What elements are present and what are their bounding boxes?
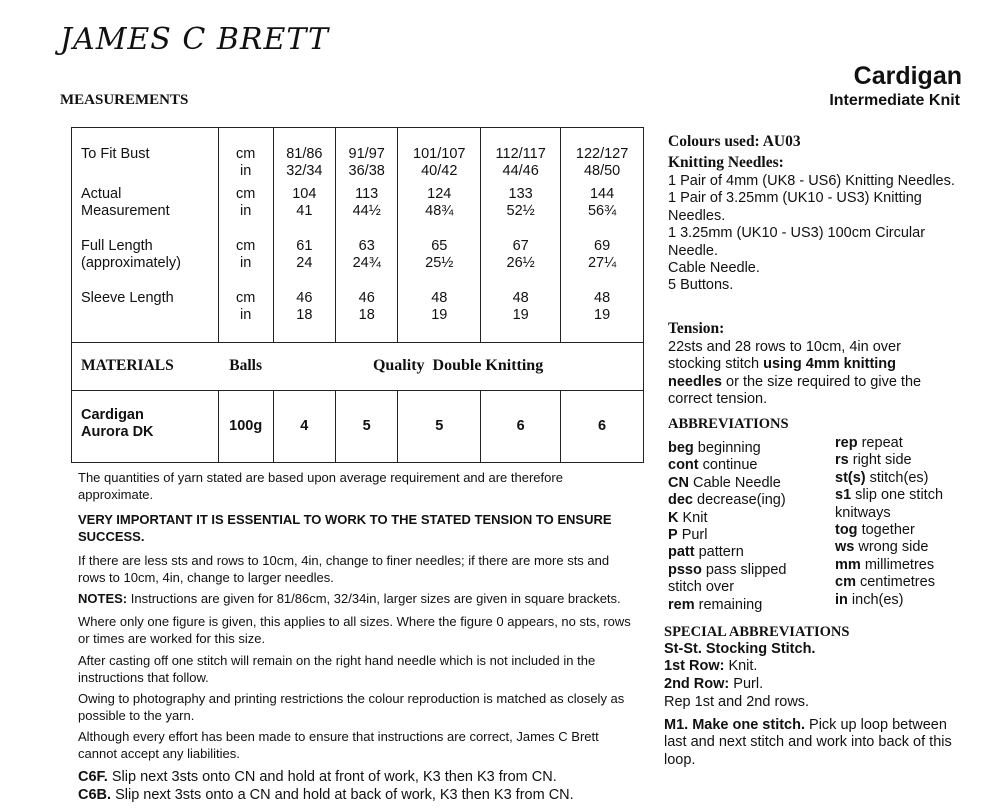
- row2-text: Purl.: [729, 676, 764, 692]
- measurement-row: [72, 128, 644, 183]
- abbreviation-key: mm: [835, 556, 861, 573]
- cell-line-1: 61: [296, 238, 313, 254]
- size-value-cell: [481, 182, 561, 234]
- cell-line-1: 104: [292, 186, 317, 202]
- note-casting-off: After casting off one stitch will remain on the right hand needle which is not included in the instructions that follow.: [78, 653, 596, 685]
- cell-line-1: 46: [358, 290, 375, 306]
- cell-line-1: Actual: [81, 186, 122, 202]
- tension-text-a: 22sts and 28 rows to 10cm, 4in over stocking stitch: [668, 339, 901, 373]
- abbreviation-key: K: [668, 509, 679, 526]
- cell-line-1: 144: [589, 186, 615, 202]
- yarn-line-1: Cardigan: [81, 406, 144, 423]
- note-one-figure: Where only one figure is given, this applies to all sizes. Where the figure 0 appears, no sts, rows or times are worked for this size.: [78, 614, 631, 646]
- row1-text: Knit.: [724, 658, 758, 674]
- unit-cell: [218, 286, 273, 342]
- cell-line-2: 48/50: [583, 163, 621, 179]
- page-subtitle: Intermediate Knit: [829, 92, 960, 109]
- cell-line-1: 112/117: [495, 146, 546, 162]
- cell-line-1: 48: [431, 290, 448, 306]
- cell-line-1: To Fit Bust: [81, 146, 150, 162]
- size-value-cell: [336, 234, 398, 286]
- yarn-line-2: Aurora DK: [81, 423, 154, 440]
- needles-text: 1 Pair of 4mm (UK8 - US6) Knitting Needles. 1 Pair of 3.25mm (UK10 - US3) Knitting Needles. 1 3.25mm (UK10 - US3) 100cm Circular Needle. Cable Needle. 5 Buttons.: [668, 173, 955, 294]
- abbreviation-meaning: centimetres: [855, 574, 935, 591]
- abbreviation-item: [835, 452, 943, 469]
- row-label: [72, 286, 219, 342]
- cell-line-1: 69: [594, 238, 611, 254]
- cell-line-1: 46: [296, 290, 313, 306]
- cell-line-1: 133: [508, 186, 533, 202]
- size-value-cell: [561, 234, 644, 286]
- row2-definition: [664, 676, 763, 693]
- note-liability: Although every effort has been made to ensure that instructions are correct, James C Brett cannot accept any liabilities.: [78, 729, 599, 761]
- cell-line-2: in: [240, 255, 252, 271]
- abbreviation-meaning: millimetres: [860, 556, 935, 573]
- cell-line-2: 52½: [506, 203, 535, 219]
- yarn-name-cell: [72, 390, 219, 462]
- cell-line-2: 19: [594, 307, 611, 323]
- size-value-cell: [336, 128, 398, 183]
- cell-line-2: 56¾: [587, 203, 617, 219]
- balls-count-cell: [398, 390, 481, 462]
- cell-line-2: 27¼: [587, 255, 617, 271]
- measurement-row: [72, 234, 644, 286]
- abbreviation-meaning: Knit: [678, 509, 708, 526]
- balls-count: 6: [516, 417, 525, 434]
- c6f-label: C6F.: [78, 769, 108, 785]
- c6b-label: C6B.: [78, 787, 112, 803]
- unit-cell: [218, 128, 273, 183]
- abbreviation-meaning: repeat: [857, 435, 903, 451]
- size-value-cell: [561, 128, 644, 183]
- cell-line-2: 36/38: [348, 163, 385, 179]
- unit-cell: [218, 182, 273, 234]
- size-value-cell: [273, 286, 335, 342]
- measurement-row: [72, 286, 644, 342]
- size-value-cell: [398, 182, 481, 234]
- abbreviation-key: psso: [668, 561, 702, 578]
- abbreviation-meaning: continue: [698, 457, 758, 474]
- balls-count-cell: [336, 390, 398, 462]
- size-value-cell: [481, 286, 561, 342]
- abbreviation-item: [835, 539, 943, 556]
- abbreviations-heading: ABBREVIATIONS: [668, 416, 789, 432]
- cell-line-1: 63: [358, 238, 375, 254]
- cell-line-1: cm: [235, 290, 256, 306]
- balls-count-cell: [273, 390, 335, 462]
- abbreviation-meaning: Cable Needle: [688, 474, 781, 491]
- measurements-table: [71, 127, 644, 463]
- abbreviation-key: patt: [668, 544, 695, 561]
- cell-line-1: 67: [512, 238, 529, 254]
- abbreviation-meaning: slip one stitch: [851, 487, 944, 504]
- abbreviation-item: [668, 510, 786, 527]
- abbreviation-item: [835, 522, 943, 539]
- abbreviation-meaning: pattern: [694, 544, 744, 561]
- m1-definition: [664, 717, 964, 769]
- cell-line-2: 48¾: [425, 203, 454, 219]
- abbreviation-key: rs: [835, 452, 849, 469]
- materials-label: MATERIALS: [81, 357, 174, 374]
- size-value-cell: [273, 234, 335, 286]
- colours-used: Colours used: AU03: [668, 133, 801, 150]
- cell-line-2: 44½: [352, 203, 381, 219]
- note-instructions: [78, 590, 648, 607]
- size-value-cell: [481, 234, 561, 286]
- m1-text: Pick up loop between last and next stitch and work into back of this loop.: [664, 717, 952, 768]
- cell-line-1: 113: [355, 186, 379, 202]
- abbreviation-meaning: right side: [848, 452, 912, 469]
- abbreviation-key: CN: [668, 474, 689, 491]
- c6f-text: Slip next 3sts onto CN and hold at front of work, K3 then K3 from CN.: [107, 769, 557, 785]
- cell-line-1: 81/86: [286, 146, 323, 162]
- balls-count: 6: [598, 417, 607, 434]
- row1-definition: [664, 658, 757, 675]
- abbreviation-key: ws: [835, 539, 855, 556]
- abbreviation-key: rep: [835, 435, 858, 451]
- abbreviation-item: [835, 487, 943, 504]
- tension-heading: Tension:: [668, 320, 725, 337]
- size-value-cell: [273, 182, 335, 234]
- materials-label-cell: [72, 342, 219, 390]
- balls-count: 4: [300, 417, 309, 434]
- brand-logo: JAMES C BRETT: [60, 22, 329, 57]
- tension-text: [668, 339, 943, 409]
- cell-line-1: cm: [235, 186, 256, 202]
- abbreviation-item: [835, 557, 943, 574]
- abbreviation-meaning: together: [857, 522, 915, 539]
- balls-count-cell: [561, 390, 644, 462]
- rep-definition: Rep 1st and 2nd rows.: [664, 694, 810, 710]
- cell-line-1: 122/127: [575, 146, 629, 162]
- abbreviation-item: [668, 597, 786, 614]
- abbreviation-item: [668, 492, 786, 509]
- abbreviation-meaning: remaining: [694, 596, 763, 613]
- balls-count: 5: [362, 417, 371, 434]
- c6b-instruction: [78, 786, 574, 804]
- row-label: [72, 128, 219, 183]
- c6f-instruction: [78, 768, 557, 786]
- yarn-row: [72, 390, 644, 462]
- note-important: VERY IMPORTANT IT IS ESSENTIAL TO WORK TO THE STATED TENSION TO ENSURE SUCCESS.: [78, 512, 612, 544]
- abbreviation-item: [835, 505, 943, 522]
- quality-label-cell: [273, 342, 643, 390]
- balls-count: 5: [435, 417, 444, 434]
- cell-line-2: 44/46: [502, 163, 539, 179]
- cell-line-2: in: [240, 163, 252, 179]
- tension-text-c: or the size required to give the correct tension.: [668, 373, 922, 408]
- abbreviation-meaning: inch(es): [847, 591, 904, 608]
- c6b-text: Slip next 3sts onto a CN and hold at back of work, K3 then K3 from CN.: [111, 787, 574, 803]
- measurements-heading: MEASUREMENTS: [60, 92, 189, 108]
- cell-line-2: 40/42: [421, 163, 458, 179]
- cell-line-1: cm: [235, 238, 256, 254]
- abbreviation-item: [668, 527, 786, 544]
- abbreviation-key: cont: [668, 457, 699, 474]
- materials-row: [72, 342, 644, 390]
- cell-line-1: Sleeve Length: [81, 290, 174, 306]
- abbreviations-right: [835, 435, 943, 609]
- size-value-cell: [336, 286, 398, 342]
- abbreviation-key: in: [835, 591, 848, 608]
- abbreviation-meaning: decrease(ing): [693, 492, 786, 509]
- note-quantities: The quantities of yarn stated are based upon average requirement and are therefore approximate.: [78, 470, 563, 502]
- unit-cell: [218, 234, 273, 286]
- m1-label: M1. Make one stitch.: [664, 717, 806, 733]
- cell-line-1: 124: [427, 186, 452, 202]
- abbreviation-meaning: Purl: [677, 527, 708, 544]
- abbreviation-item: [668, 544, 786, 561]
- abbreviation-item: [668, 562, 786, 579]
- special-abbreviations-heading: SPECIAL ABBREVIATIONS: [664, 624, 850, 640]
- row-label: [72, 234, 219, 286]
- notes-text: Instructions are given for 81/86cm, 32/34in, larger sizes are given in square brackets.: [127, 591, 621, 606]
- quality-label: Quality Double Knitting: [372, 357, 544, 374]
- abbreviation-item: [835, 435, 943, 452]
- size-value-cell: [398, 234, 481, 286]
- note-photography: Owing to photography and printing restrictions the colour reproduction is matched as closely as possible to the yarn.: [78, 691, 625, 723]
- abbreviation-key: P: [668, 527, 678, 544]
- abbreviation-item: [668, 440, 786, 457]
- size-value-cell: [481, 128, 561, 183]
- row2-label: 2nd Row:: [664, 676, 730, 692]
- abbreviation-meaning: beginning: [693, 440, 761, 456]
- cell-line-2: 26½: [506, 255, 535, 271]
- abbreviation-key: s1: [835, 487, 852, 504]
- yarn-weight: 100g: [229, 417, 263, 434]
- size-value-cell: [398, 128, 481, 183]
- cell-line-2: (approximately): [81, 255, 181, 271]
- abbreviations-left: [668, 440, 786, 614]
- abbreviation-item: [835, 470, 943, 487]
- abbreviation-item: [668, 475, 786, 492]
- abbreviation-key: rem: [668, 596, 695, 613]
- measurement-row: [72, 182, 644, 234]
- size-value-cell: [398, 286, 481, 342]
- yarn-weight-cell: [218, 390, 273, 462]
- note-needles: If there are less sts and rows to 10cm, 4in, change to finer needles; if there are more sts and rows to 10cm, 4in, change to larger needles.: [78, 553, 610, 585]
- abbreviation-item: [835, 574, 943, 591]
- row1-label: 1st Row:: [664, 658, 725, 674]
- balls-count-cell: [481, 390, 561, 462]
- abbreviation-meaning: pass slipped: [701, 561, 787, 578]
- cell-line-2: 24: [296, 255, 313, 271]
- tension-text-b: using 4mm knitting needles: [668, 356, 897, 390]
- cell-line-2: 41: [296, 203, 313, 219]
- notes-label: NOTES:: [78, 591, 128, 606]
- abbreviation-key: dec: [668, 492, 693, 509]
- page-title: Cardigan: [853, 62, 962, 90]
- cell-line-1: 65: [431, 238, 448, 254]
- row-label: [72, 182, 219, 234]
- cell-line-1: 48: [512, 290, 529, 306]
- abbreviation-key: tog: [835, 522, 858, 539]
- abbreviation-meaning: stitch over: [668, 579, 735, 596]
- abbreviation-key: cm: [835, 574, 856, 591]
- cell-line-2: 19: [512, 307, 529, 323]
- cell-line-2: 24¾: [352, 255, 381, 271]
- abbreviation-meaning: knitways: [835, 504, 891, 521]
- abbreviation-item: [835, 592, 943, 609]
- abbreviation-meaning: stitch(es): [865, 469, 929, 486]
- size-value-cell: [273, 128, 335, 183]
- cell-line-1: 101/107: [413, 146, 466, 162]
- balls-label-cell: [218, 342, 273, 390]
- cell-line-2: 25½: [425, 255, 454, 271]
- cell-line-1: 91/97: [348, 146, 385, 162]
- cell-line-2: Measurement: [81, 203, 170, 219]
- stst-definition: St-St. Stocking Stitch.: [664, 641, 816, 657]
- abbreviation-item: [668, 579, 786, 596]
- cell-line-2: 32/34: [286, 163, 323, 179]
- size-value-cell: [561, 182, 644, 234]
- size-value-cell: [561, 286, 644, 342]
- abbreviation-item: [668, 457, 786, 474]
- cell-line-1: cm: [235, 146, 256, 162]
- abbreviation-meaning: wrong side: [854, 539, 929, 556]
- cell-line-2: in: [240, 307, 252, 323]
- abbreviation-key: st(s): [835, 469, 866, 486]
- needles-heading: Knitting Needles:: [668, 154, 784, 171]
- cell-line-2: 18: [358, 307, 375, 323]
- cell-line-2: 18: [296, 307, 313, 323]
- abbreviation-key: beg: [668, 440, 694, 456]
- cell-line-2: in: [240, 203, 252, 219]
- cell-line-2: 19: [431, 307, 448, 323]
- balls-label: Balls: [229, 357, 263, 374]
- cell-line-1: 48: [594, 290, 611, 306]
- size-value-cell: [336, 182, 398, 234]
- cell-line-1: Full Length: [81, 238, 153, 254]
